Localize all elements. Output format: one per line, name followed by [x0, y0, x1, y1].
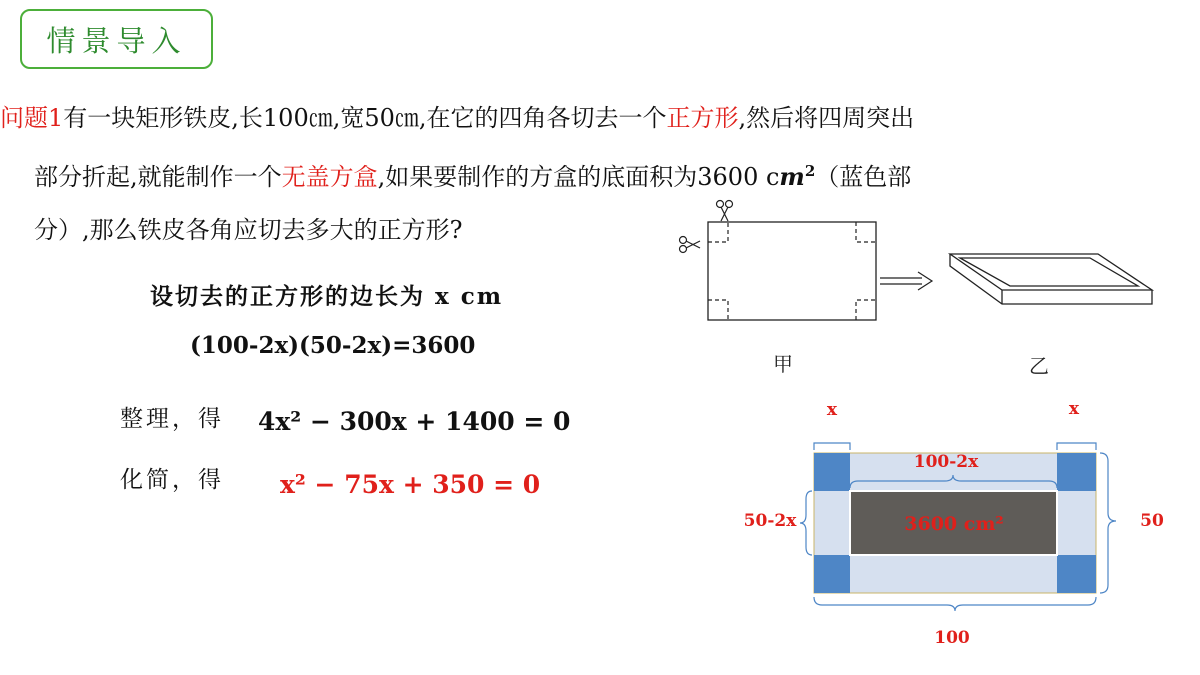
step2-label: 化简，得	[120, 467, 224, 493]
cut-marks	[708, 222, 876, 320]
folded-box	[950, 254, 1152, 304]
dim-x-right: x	[1068, 399, 1080, 419]
bracket-outer-height	[1100, 453, 1116, 593]
dim-outer-height: 50	[1140, 511, 1164, 531]
step1-label: 整理，得	[120, 406, 224, 432]
fold-diagram	[670, 190, 1170, 340]
arrow-right-icon	[880, 272, 932, 290]
step2-equation: x² − 75x + 350 = 0	[280, 470, 541, 499]
problem-line-1	[0, 92, 1180, 145]
section-title: 情景导入	[20, 9, 213, 69]
solution-equation: (100-2x)(50-2x)=3600	[190, 332, 476, 359]
solution-setup: 设切去的正方形的边长为 x cm	[150, 283, 504, 310]
flat-sheet	[708, 222, 876, 320]
dim-inner-height: 50-2x	[743, 511, 797, 531]
highlight-box: 无盖方盒	[281, 163, 378, 191]
scissors-icon	[680, 237, 701, 253]
problem-text-1a: 有一块矩形铁皮,长100㎝,宽50㎝,在它的四角各切去一个	[63, 104, 667, 132]
corner-square	[814, 453, 850, 491]
problem-text-2b: ,如果要制作的方盒的底面积为3600 c	[377, 163, 780, 191]
figure-label-a: 甲	[773, 352, 793, 376]
corner-square	[814, 555, 850, 593]
scissors-icon	[717, 201, 733, 222]
problem-text-2a: 部分折起,就能制作一个	[34, 163, 282, 191]
figure-label-b: 乙	[1029, 354, 1049, 378]
dim-x-left: x	[826, 400, 838, 420]
step1-equation: 4x² − 300x + 1400 = 0	[258, 407, 571, 436]
unit-exponent: 2	[804, 162, 816, 180]
corner-square	[1057, 453, 1096, 491]
highlight-square: 正方形	[666, 104, 739, 132]
problem-label: 问题1	[0, 104, 64, 132]
problem-text-2c: （蓝色部	[815, 163, 912, 191]
unit-m: m	[779, 162, 805, 191]
bracket-x-left	[814, 443, 850, 450]
dim-inner-width: 100-2x	[913, 452, 979, 472]
dim-outer-width: 100	[934, 628, 970, 648]
area-label: 3600 cm²	[904, 513, 1004, 535]
bracket-inner-height	[800, 491, 812, 555]
problem-line-3: 分）,那么铁皮各角应切去多大的正方形?	[34, 216, 463, 244]
bracket-x-right	[1057, 443, 1096, 450]
dimension-diagram	[730, 395, 1170, 655]
problem-text-1b: ,然后将四周突出	[738, 104, 915, 132]
corner-square	[1057, 555, 1096, 593]
bracket-outer-width	[814, 597, 1096, 611]
